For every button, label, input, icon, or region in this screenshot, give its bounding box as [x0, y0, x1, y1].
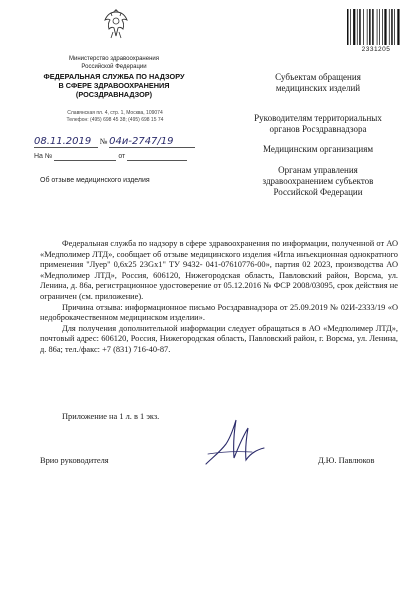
barcode-bar: [359, 9, 361, 45]
barcode-bar: [389, 9, 390, 45]
coat-of-arms-icon: [103, 6, 129, 42]
barcode-bar: [379, 9, 380, 45]
addressee-2-line-2: органов Росздравнадзора: [269, 124, 367, 134]
service-name: [32, 72, 196, 99]
barcode-bar: [394, 9, 395, 45]
reply-number-label: На №: [34, 153, 53, 160]
address-line-2: Телефон: (495) 698 45 38; (495) 698 15 74: [66, 116, 164, 123]
signatory-role: Врио руководителя: [40, 456, 109, 465]
reply-reference-line: [34, 153, 209, 165]
addressee-2-line-1: Руководителям территориальных: [254, 113, 382, 123]
service-line-1: ФЕДЕРАЛЬНАЯ СЛУЖБА ПО НАДЗОРУ: [43, 72, 185, 81]
barcode-bar: [382, 9, 383, 45]
addressee-3-line-1: Медицинским организациям: [262, 144, 374, 154]
barcode-bar: [372, 9, 374, 45]
addressee-3: [228, 144, 408, 155]
body-paragraph-3: Для получения дополнительной информации следует обращаться в АО «Медполимер ЛТД», почтовый адрес: 606120, Россия, Нижегородская область, Павловский район, г. Ворсма, ул. Ленина, д. 86а; тел./факс: +7 (831) 716-40-87.: [40, 323, 398, 354]
reply-number-blank: [54, 153, 116, 161]
ministry-line-2: Российской Федерации: [81, 63, 147, 70]
addressee-4-line-3: Российской Федерации: [273, 187, 363, 197]
handwritten-signature: [200, 414, 270, 476]
service-line-3: (РОСЗДРАВНАДЗОР): [75, 90, 153, 99]
service-line-2: В СФЕРЕ ЗДРАВООХРАНЕНИЯ: [58, 81, 170, 90]
addressee-4-line-1: Органам управления: [278, 165, 358, 175]
addressee-1-line-1: Субъектам обращения: [275, 72, 361, 82]
ministry-line-1: Министерство здравоохранения: [69, 56, 159, 62]
registration-line: [34, 136, 209, 150]
barcode-bar: [363, 9, 364, 45]
attachment-note: Приложение на 1 л. в 1 экз.: [62, 412, 160, 421]
barcode-bar: [347, 9, 349, 45]
barcode-bar: [357, 9, 358, 45]
registration-number-label: №: [99, 137, 108, 146]
addressee-1: [228, 72, 408, 94]
reply-date-blank: [127, 153, 187, 161]
registration-number: 04и-2747/19: [109, 136, 195, 148]
barcode-bar: [369, 9, 371, 45]
body-paragraph-2: Причина отзыва: информационное письмо Росздравнадзора от 25.09.2019 № 02И-2333/19 «О недоброкачественном медицинском изделии».: [40, 302, 398, 323]
barcode-bar: [397, 9, 399, 45]
signatory-name: Д.Ю. Павлюков: [318, 456, 375, 465]
addressee-4: [228, 165, 408, 198]
barcode-bar: [377, 9, 378, 45]
address-line-1: Славянская пл. 4, стр. 1, Москва, 109074: [67, 110, 163, 116]
barcode-bar: [353, 9, 355, 45]
letter-subject: Об отзыве медицинского изделия: [40, 177, 150, 184]
ministry-name: [40, 56, 188, 71]
reply-from-label: от: [118, 153, 126, 160]
issuer-address: [40, 110, 190, 123]
barcode: [346, 8, 406, 48]
barcode-bar: [391, 9, 393, 45]
addressee-2: [228, 113, 408, 135]
addressee-4-line-2: здравоохранением субъектов: [262, 176, 374, 186]
registration-date: 08.11.2019: [34, 136, 98, 148]
barcode-bar: [350, 9, 351, 45]
barcode-bar: [367, 9, 368, 45]
addressee-1-line-2: медицинских изделий: [275, 83, 361, 93]
barcode-number: 2331205: [361, 46, 391, 53]
letter-body: [40, 239, 398, 356]
body-paragraph-1: Федеральная служба по надзору в сфере здравоохранения по информации, полученной от АО «Медполимер ЛТД», сообщает об отзыве медицинского изделия «Игла инъекционная однократного применения "Луер" 0,6х25 23Gх1" ТУ 9432- 041-07610776-00», партия 02 2023, производства АО «Медполимер ЛТД», Россия, 606120, Нижегородская область, Павловский район, Ворсма, ул. Ленина, д. 86а, регистрационное удостоверение от 05.12.2016 № ФСР 2008/03095, срок действия не ограничен (см. приложение).: [40, 239, 398, 301]
barcode-bar: [384, 9, 386, 45]
